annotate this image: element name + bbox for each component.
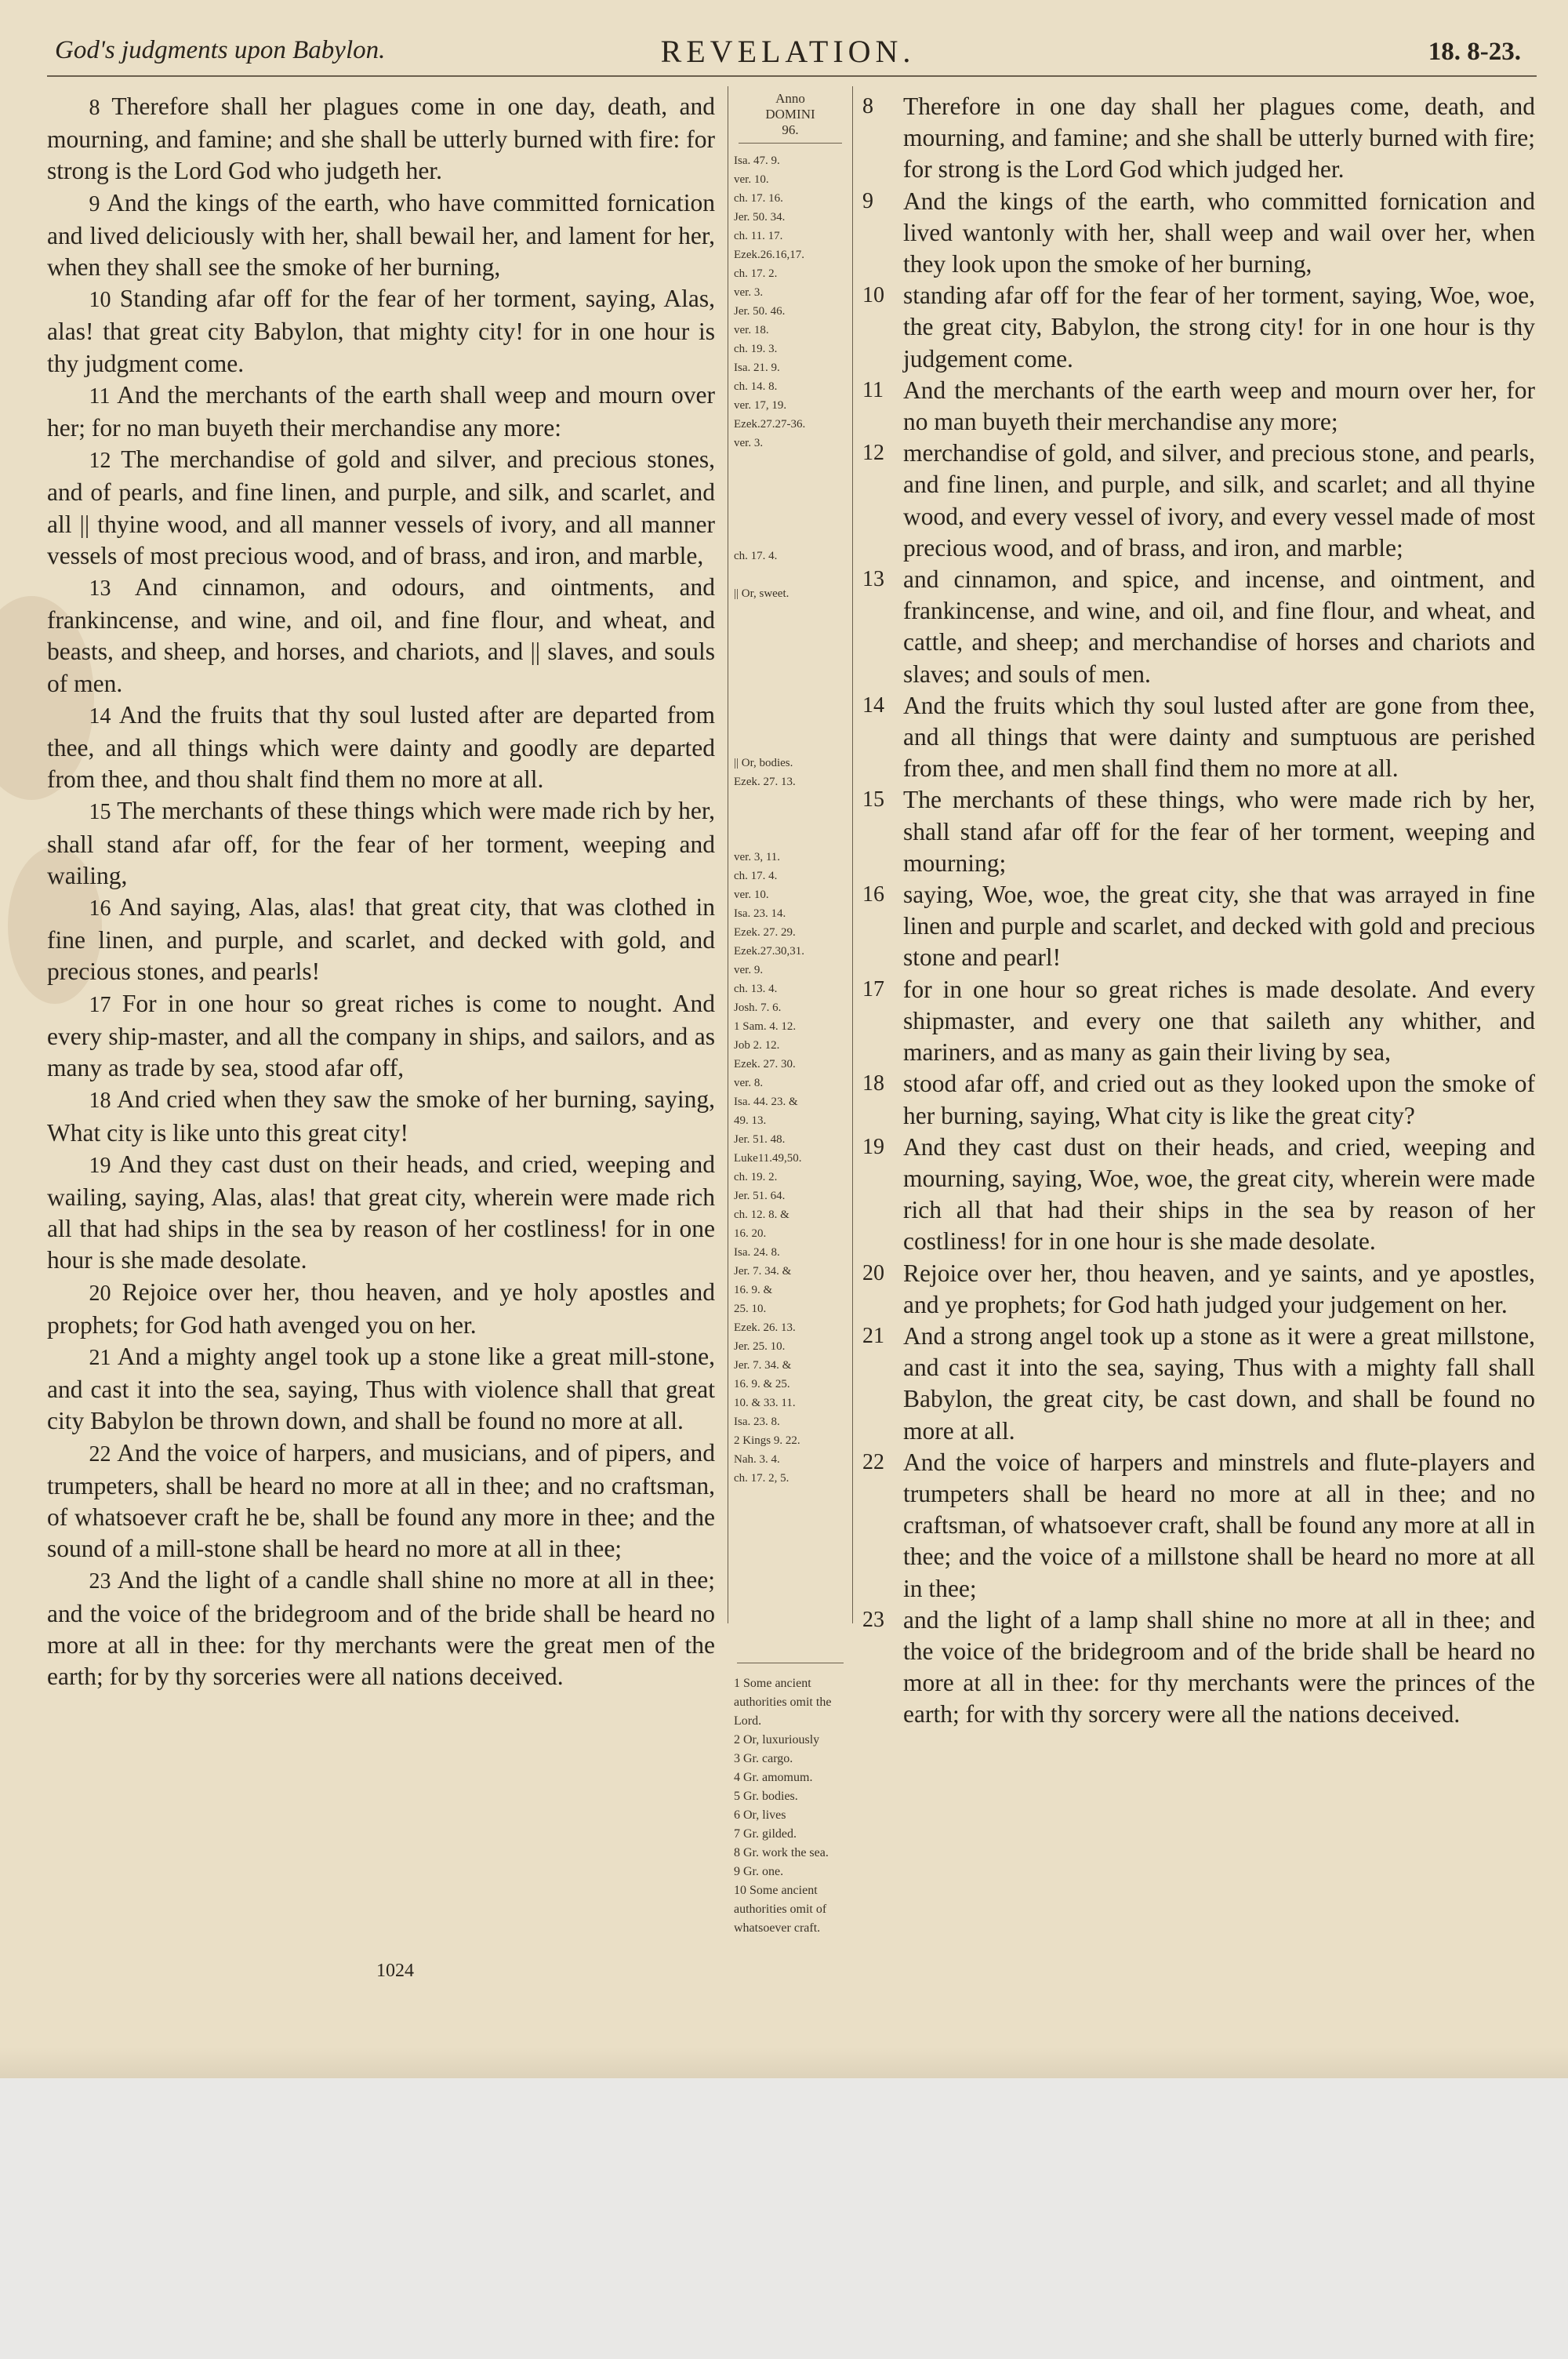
verse: [47, 892, 715, 988]
verse-number: 10: [89, 288, 111, 313]
cross-reference: ver. 3, 11.: [734, 851, 781, 863]
verse-number: 10: [862, 283, 884, 308]
footnotes: [728, 1663, 853, 1938]
cross-reference: ver. 3.: [734, 286, 764, 299]
verse: [862, 1068, 1535, 1131]
verse-text: And cried when they saw the smoke of her burning, saying, What city is like unto this great city!: [47, 1085, 715, 1147]
cross-reference: Ezek. 27. 13.: [734, 776, 796, 788]
cross-reference: Jer. 7. 34. &: [734, 1359, 792, 1372]
cross-reference: || Or, bodies.: [734, 757, 793, 769]
verse-number: 18: [862, 1071, 884, 1096]
page-number: 1024: [376, 1961, 414, 1981]
cross-reference: Ezek. 27. 30.: [734, 1058, 796, 1070]
verse-text: and cinnamon, and spice, and incense, and ointment, and frankincense, and wine, and oil, and fine flour, and wheat, and cattle, and sheep; and merchandise of horses and chariots and slaves; and souls of men.: [903, 565, 1535, 688]
cross-reference: 10. & 33. 11.: [734, 1397, 796, 1409]
cross-reference: ch. 17. 2.: [734, 267, 778, 280]
verse: [47, 1277, 715, 1341]
cross-reference: ch. 19. 3.: [734, 343, 778, 355]
footnote: 9 Gr. one.: [734, 1865, 784, 1878]
header-rule: [47, 75, 1537, 77]
footnote: 7 Gr. gilded.: [734, 1827, 797, 1841]
verse: [862, 1605, 1535, 1731]
verse: [862, 375, 1535, 438]
verse: [47, 1149, 715, 1277]
verse: [47, 795, 715, 892]
verse-number: 17: [862, 976, 884, 1001]
cross-reference: Josh. 7. 6.: [734, 1001, 782, 1014]
verse-number: 17: [89, 992, 111, 1017]
verse-text: The merchants of these things which were made rich by her, shall stand afar off, for the fear of her torment, weeping and wailing,: [47, 797, 715, 889]
cross-reference: || Or, sweet.: [734, 587, 789, 600]
verse-text: Therefore shall her plagues come in one day, death, and mourning, and famine; and she shall be utterly burned with fire: for strong is the Lord God who judgeth her.: [47, 93, 716, 185]
cross-reference: ch. 11. 17.: [734, 230, 783, 242]
verse: [862, 1321, 1535, 1447]
verse-text: And the merchants of the earth weep and mourn over her, for no man buyeth their merchandise any more;: [903, 376, 1535, 436]
cross-reference: 2 Kings 9. 22.: [734, 1434, 800, 1447]
verse: [862, 280, 1535, 375]
cross-reference: Isa. 47. 9.: [734, 154, 780, 167]
revised-column: [862, 91, 1535, 1731]
verse-text: Standing afar off for the fear of her torment, saying, Alas, alas! that great city Babylon, that mighty city! for in one hour is thy judgment come.: [47, 285, 715, 377]
verse-text: saying, Woe, woe, the great city, she that was arrayed in fine linen and purple and scarlet, and decked with gold and precious stone and pearl!: [903, 881, 1535, 972]
cross-reference: 16. 9. & 25.: [734, 1378, 790, 1390]
verse: [862, 186, 1535, 281]
verse-number: 8: [89, 96, 100, 120]
verse-number: 12: [862, 441, 884, 466]
verse-number: 21: [89, 1345, 111, 1370]
verse-number: 19: [862, 1134, 884, 1159]
margin-column: [728, 86, 853, 1935]
verse: [47, 444, 715, 572]
cross-reference: Job 2. 12.: [734, 1039, 780, 1052]
cross-reference: Jer. 51. 64.: [734, 1190, 786, 1202]
footnote: 5 Gr. bodies.: [734, 1790, 798, 1803]
cross-reference: Ezek. 27. 29.: [734, 926, 796, 939]
cross-reference: ver. 9.: [734, 964, 764, 976]
verse-number: 15: [89, 800, 111, 825]
domini-label: DOMINI: [765, 107, 815, 122]
cross-reference: Jer. 51. 48.: [734, 1133, 786, 1146]
cross-reference: ch. 12. 8. &: [734, 1209, 789, 1221]
verse: [47, 1084, 715, 1148]
anno-year: 96.: [782, 122, 799, 137]
cross-reference: Jer. 50. 34.: [734, 211, 786, 224]
cross-reference: ch. 13. 4.: [734, 983, 778, 995]
verse-number: 23: [89, 1569, 111, 1594]
verse: [862, 690, 1535, 785]
cross-reference: Jer. 50. 46.: [734, 305, 786, 318]
verse-number: 16: [862, 882, 884, 907]
cross-reference: ver. 17, 19.: [734, 399, 787, 412]
verse-number: 23: [862, 1607, 884, 1632]
verse-number: 19: [89, 1153, 111, 1178]
verse: [47, 988, 715, 1085]
verse-text: And the kings of the earth, who have committed fornication and lived deliciously with her, shall bewail her, and lament for her, when they shall see the smoke of her burning,: [47, 188, 716, 282]
cross-reference: 49. 13.: [734, 1114, 767, 1127]
verse-number: 22: [89, 1441, 111, 1467]
footnote: 6 Or, lives: [734, 1808, 786, 1822]
verse-number: 13: [89, 576, 111, 602]
footnote: 2 Or, luxuriously: [734, 1733, 820, 1747]
verse: [47, 1438, 715, 1565]
cross-reference: ch. 17. 4.: [734, 550, 778, 562]
verse-text: standing afar off for the fear of her torment, saying, Woe, woe, the great city, Babylon, the strong city! for in one hour is thy judgement come.: [903, 282, 1535, 373]
cross-reference: ch. 17. 16.: [734, 192, 783, 205]
cross-reference: 1 Sam. 4. 12.: [734, 1020, 797, 1033]
cross-reference: ch. 14. 8.: [734, 380, 778, 393]
cross-reference: ver. 10.: [734, 889, 769, 901]
verse: [47, 91, 715, 187]
footnote: 10 Some ancient authorities omit of whatsoever craft.: [734, 1884, 827, 1935]
cross-reference: Isa. 23. 8.: [734, 1416, 780, 1428]
verse-number: 14: [89, 703, 111, 729]
cross-reference: ch. 17. 2, 5.: [734, 1472, 789, 1485]
verse: [862, 879, 1535, 974]
cross-reference: Ezek.27.30,31.: [734, 945, 804, 958]
footnote: 4 Gr. amomum.: [734, 1771, 813, 1784]
cross-reference: Ezek. 26. 13.: [734, 1321, 796, 1334]
verse-text: And the fruits that thy soul lusted after are departed from thee, and all things which were dainty and goodly are departed from thee, and thou shalt find them no more at all.: [47, 700, 716, 794]
verse-text: And the voice of harpers and minstrels and flute-players and trumpeters shall be heard no more at all in thee; and no craftsman, of whatsoever craft, shall be found any more at all in thee; and the voice of a millstone shall be heard no more at all in thee;: [903, 1448, 1535, 1602]
verse: [862, 1132, 1535, 1258]
verse-text: The merchants of these things, who were made rich by her, shall stand afar off for the fear of her torment, weeping and mourning;: [903, 786, 1535, 877]
verse-text: For in one hour so great riches is come to nought. And every ship-master, and all the company in ships, and sailors, and as many as trade by sea, stood afar off,: [47, 989, 715, 1082]
verse: [47, 1565, 715, 1692]
cross-reference: ver. 3.: [734, 437, 764, 449]
verse-text: And a strong angel took up a stone as it were a great millstone, and cast it into the sea, saying, Thus with a mighty fall shall Babylon, the great city, be cast down, and shall be found no more at all.: [903, 1321, 1535, 1445]
verse: [47, 380, 715, 444]
cross-reference: 16. 20.: [734, 1227, 767, 1240]
verse-number: 15: [862, 787, 884, 812]
cross-reference: ver. 8.: [734, 1077, 764, 1089]
verse-text: Therefore in one day shall her plagues come, death, and mourning, and famine; and she shall be utterly burned with fire; for strong is the Lord God which judged her.: [903, 93, 1535, 184]
verse: [47, 1341, 715, 1438]
verse-text: And the fruits which thy soul lusted after are gone from thee, and all things that were dainty and sumptuous are perished from thee, and men shall find them no more at all.: [903, 691, 1535, 783]
verse: [862, 438, 1535, 564]
verse: [862, 1258, 1535, 1321]
verse-text: And the light of a candle shall shine no more at all in thee; and the voice of the bridegroom and of the bride shall be heard no more at all in thee: for thy merchants were the great men of the earth; for by thy sorceries were all nations deceived.: [47, 1566, 715, 1690]
cross-reference: ver. 18.: [734, 324, 769, 336]
verse-text: And they cast dust on their heads, and cried, weeping and wailing, saying, Alas, alas! that great city, wherein were made rich all that had ships in the sea by reason of her costliness! for in one hour is she made desolate.: [47, 1150, 715, 1274]
verse-number: 16: [89, 896, 111, 921]
verse: [862, 1447, 1535, 1605]
cross-reference: Jer. 7. 34. &: [734, 1265, 792, 1278]
verse-text: Rejoice over her, thou heaven, and ye holy apostles and prophets; for God hath avenged you on her.: [47, 1278, 716, 1339]
verse-number: 14: [862, 692, 884, 718]
cross-reference: Isa. 24. 8.: [734, 1246, 780, 1259]
verse: [47, 700, 715, 796]
verse: [862, 564, 1535, 690]
verse-number: 12: [89, 449, 111, 474]
footnote: 1 Some ancient authorities omit the Lord.: [734, 1677, 832, 1728]
cross-reference: 25. 10.: [734, 1303, 767, 1315]
verse: [47, 572, 715, 700]
verse: [862, 91, 1535, 186]
cross-reference: Isa. 44. 23. &: [734, 1096, 798, 1108]
verse: [47, 283, 715, 380]
footnote: 3 Gr. cargo.: [734, 1752, 793, 1765]
margin-rule-box: [728, 86, 853, 1623]
verse-text: And saying, Alas, alas! that great city, that was clothed in fine linen, and purple, and scarlet, and decked with gold, and precious stones, and pearls!: [47, 893, 715, 986]
verse-text: And cinnamon, and odours, and ointments, and frankincense, and wine, and oil, and fine flour, and wheat, and beasts, and sheep, and horses, and chariots, and || slaves, and souls of men.: [47, 573, 715, 697]
kjv-column: [47, 91, 715, 1692]
cross-reference: Isa. 21. 9.: [734, 362, 780, 374]
cross-reference: 16. 9. &: [734, 1284, 773, 1296]
cross-reference: ch. 19. 2.: [734, 1171, 778, 1183]
cross-reference: ch. 17. 4.: [734, 870, 778, 882]
cross-reference: ver. 10.: [734, 173, 769, 186]
running-head-title: REVELATION.: [660, 34, 916, 69]
verse-number: 9: [862, 188, 873, 213]
verse-number: 13: [862, 567, 884, 592]
verse-number: 8: [862, 94, 873, 118]
running-head-chapter: 18. 8-23.: [1428, 38, 1521, 66]
verse-text: And the voice of harpers, and musicians, and of pipers, and trumpeters, shall be heard no more at all in thee; and no craftsman, of whatsoever craft he be, shall be found any more in thee; and the sound of a mill-stone shall be heard no more at all in thee;: [47, 1438, 715, 1563]
verse-text: And they cast dust on their heads, and cried, weeping and mourning, saying, Woe, woe, the great city, wherein were made rich all that had their ships in the sea by reason of her costliness! for in one hour is she made desolate.: [903, 1132, 1535, 1256]
verse-text: And the merchants of the earth shall weep and mourn over her; for no man buyeth their merchandise any more:: [47, 380, 715, 442]
cross-reference: Ezek.26.16,17.: [734, 249, 804, 261]
running-head: [55, 31, 1521, 78]
cross-reference: Nah. 3. 4.: [734, 1453, 780, 1466]
cross-reference: Luke11.49,50.: [734, 1152, 802, 1165]
verse-text: The merchandise of gold and silver, and precious stones, and of pearls, and fine linen, and purple, and silk, and scarlet, and all || thyine wood, and all manner vessels of ivory, and all manner vessels of most precious wood, and of brass, and iron, and marble,: [47, 445, 715, 569]
verse-number: 18: [89, 1089, 111, 1114]
verse: [862, 784, 1535, 879]
cross-reference: Jer. 25. 10.: [734, 1340, 786, 1353]
verse-text: And the kings of the earth, who committed fornication and lived wantonly with her, shall weep and wail over her, when they look upon the smoke of her burning,: [903, 187, 1535, 278]
cross-reference: Ezek.27.27-36.: [734, 418, 806, 431]
verse-text: Rejoice over her, thou heaven, and ye saints, and ye apostles, and ye prophets; for God hath judged your judgement on her.: [903, 1259, 1535, 1318]
cross-reference: Isa. 23. 14.: [734, 907, 786, 920]
verse-number: 20: [862, 1260, 884, 1285]
verse: [47, 187, 715, 284]
verse-text: stood afar off, and cried out as they looked upon the smoke of her burning, saying, What city is like the great city?: [903, 1070, 1535, 1129]
verse-number: 21: [862, 1323, 884, 1348]
verse-number: 22: [862, 1449, 884, 1474]
verse-text: merchandise of gold, and silver, and precious stone, and pearls, and fine linen, and purple, and silk, and scarlet; and all thyine wood, and every vessel of ivory, and every vessel made of most precious wood, and of brass, and iron, and marble;: [903, 439, 1535, 562]
verse-text: for in one hour so great riches is made desolate. And every shipmaster, and every one that saileth any whither, and mariners, and as many as gain their living by sea,: [903, 975, 1535, 1067]
running-head-left: God's judgments upon Babylon.: [55, 36, 386, 64]
anno-label: Anno: [775, 91, 805, 106]
verse-number: 11: [862, 377, 884, 402]
verse-text: and the light of a lamp shall shine no more at all in thee; and the voice of the bridegroom and of the bride shall be heard no more at all in thee: for thy merchants were the princes of the earth; for with thy sorcery were all the nations deceived.: [903, 1605, 1535, 1728]
verse-text: And a mighty angel took up a stone like a great mill-stone, and cast it into the sea, saying, Thus with violence shall that great city Babylon be thrown down, and shall be found no more at all.: [47, 1342, 715, 1435]
verse-number: 11: [89, 383, 111, 409]
verse: [862, 974, 1535, 1069]
verse-number: 9: [89, 191, 100, 216]
verse-number: 20: [89, 1281, 111, 1306]
footnote: 8 Gr. work the sea.: [734, 1846, 829, 1859]
